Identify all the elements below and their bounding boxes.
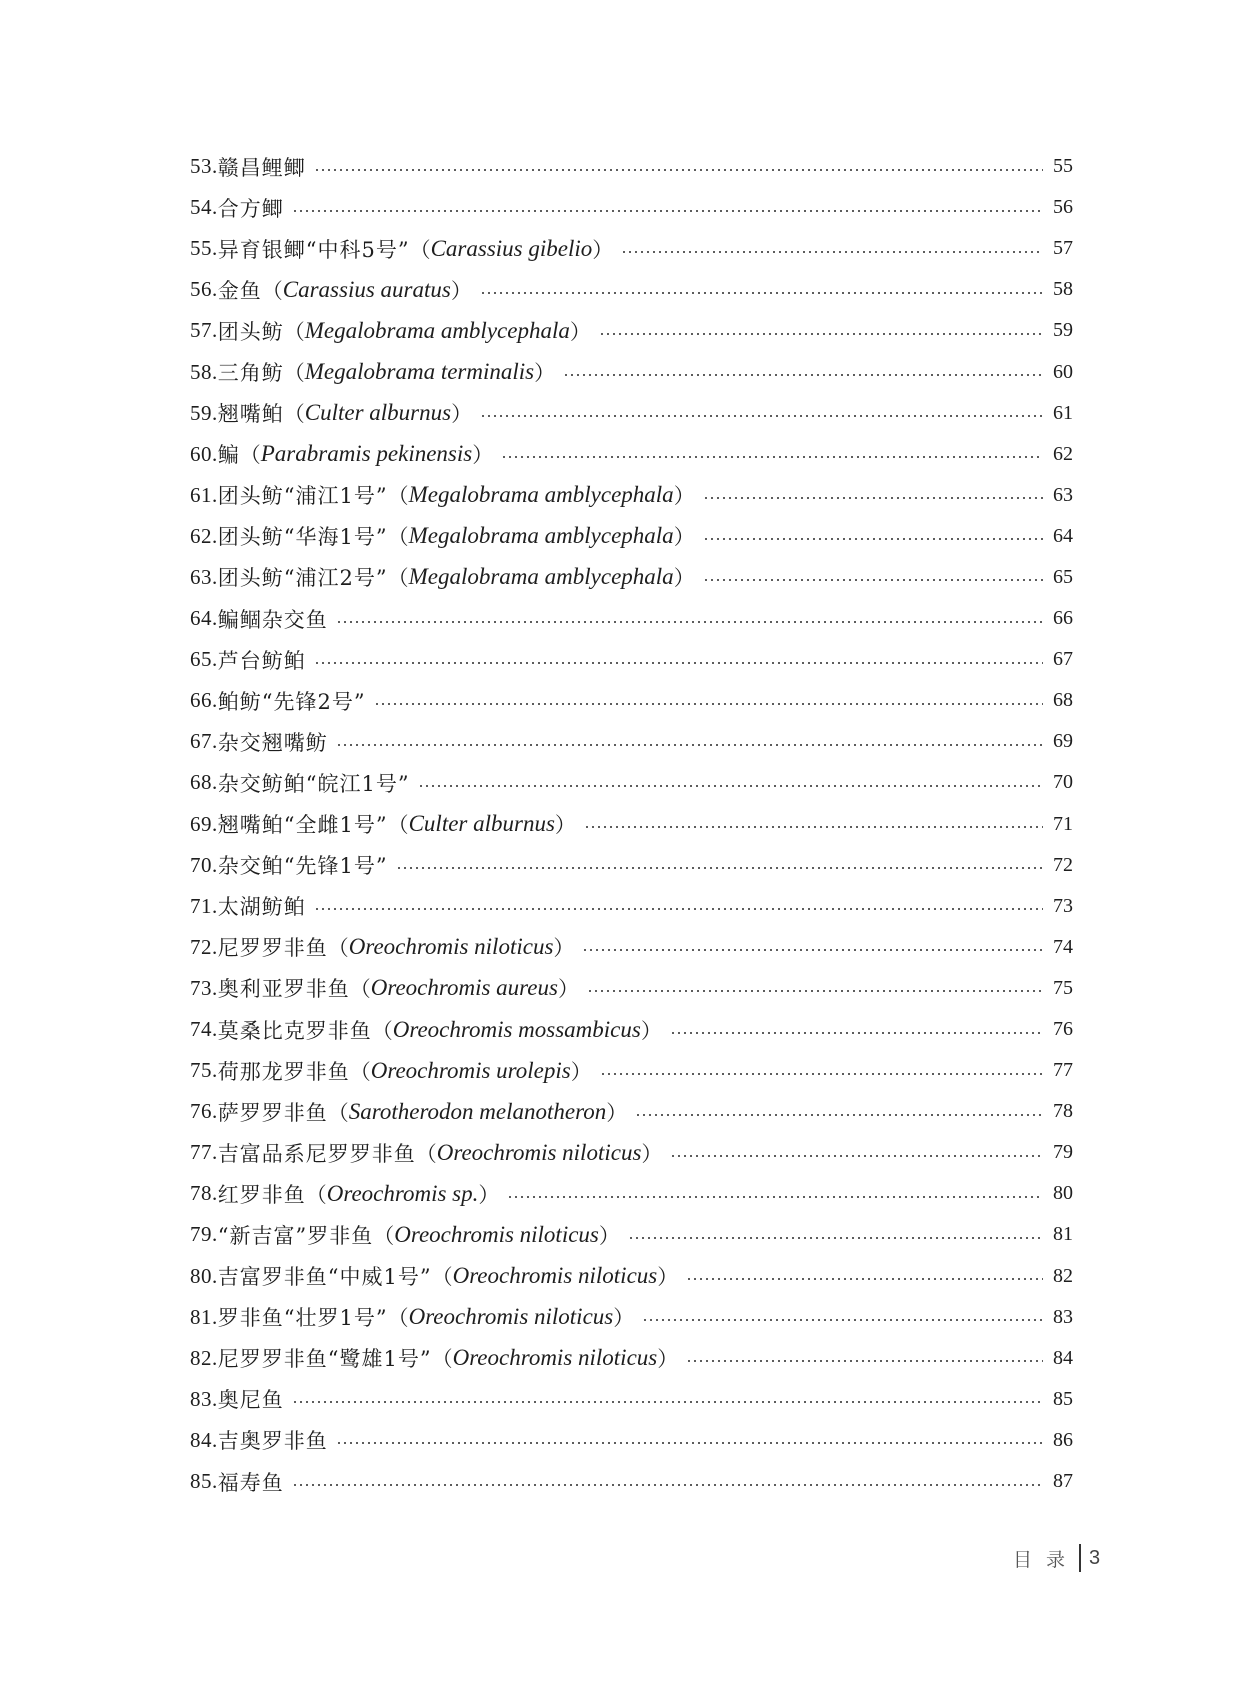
- close-paren: ）: [606, 1100, 628, 1125]
- entry-page-number: 73: [1053, 894, 1073, 917]
- entry-page-number: 84: [1053, 1346, 1073, 1369]
- entry-chinese-name: 尼罗罗非鱼: [217, 936, 328, 961]
- entry-page-number: 68: [1053, 689, 1073, 712]
- entry-page-number: 74: [1053, 935, 1073, 958]
- entry-number: 58.: [190, 359, 218, 384]
- close-paren: ）: [657, 1347, 679, 1372]
- toc-entry[interactable]: [190, 187, 1073, 228]
- dot-leader: [336, 621, 1043, 623]
- open-paren: （: [349, 977, 371, 1002]
- toc-entry[interactable]: [190, 1461, 1073, 1502]
- entry-latin-name: Oreochromis niloticus: [408, 1304, 614, 1330]
- table-of-contents: [190, 146, 1073, 1502]
- entry-latin-name: Carassius gibelio: [430, 235, 593, 261]
- toc-entry[interactable]: [190, 680, 1073, 721]
- entry-chinese-name: 芦台鲂鲌: [217, 648, 306, 673]
- entry-latin-name: Parabramis pekinensis: [260, 441, 473, 467]
- entry-number: 65.: [190, 647, 218, 672]
- entry-number: 73.: [190, 975, 218, 1000]
- dot-leader: [635, 1114, 1043, 1116]
- entry-number: 68.: [190, 770, 218, 795]
- dot-leader: [600, 1073, 1043, 1075]
- toc-entry[interactable]: [190, 598, 1073, 639]
- entry-chinese-name: 鲌鲂“先锋2号”: [217, 689, 366, 714]
- footer-divider: [1079, 1544, 1081, 1572]
- dot-leader: [396, 867, 1043, 869]
- entry-latin-name: Oreochromis urolepis: [370, 1057, 571, 1083]
- toc-entry[interactable]: [190, 804, 1073, 845]
- close-paren: ）: [569, 319, 591, 344]
- open-paren: （: [409, 237, 431, 262]
- close-paren: ）: [534, 361, 556, 386]
- entry-page-number: 55: [1053, 155, 1073, 178]
- entry-page-number: 86: [1053, 1428, 1073, 1451]
- close-paren: ）: [478, 1182, 500, 1207]
- dot-leader: [314, 662, 1043, 664]
- entry-chinese-name: 杂交鲌“先锋1号”: [217, 854, 388, 879]
- toc-entry[interactable]: [190, 351, 1073, 392]
- dot-leader: [292, 210, 1043, 212]
- open-paren: （: [387, 813, 409, 838]
- entry-number: 56.: [190, 277, 218, 302]
- entry-chinese-name: 福寿鱼: [217, 1470, 284, 1495]
- open-paren: （: [387, 566, 409, 591]
- open-paren: （: [327, 936, 349, 961]
- toc-entry[interactable]: [190, 968, 1073, 1009]
- dot-leader: [292, 1484, 1043, 1486]
- footer-section-label: 目录: [1013, 1548, 1080, 1571]
- open-paren: （: [373, 1223, 395, 1248]
- entry-latin-name: Oreochromis aureus: [370, 975, 558, 1001]
- entry-latin-name: Oreochromis sp.: [326, 1180, 479, 1206]
- entry-chinese-name: 金鱼: [217, 278, 262, 303]
- dot-leader: [336, 1442, 1043, 1444]
- entry-page-number: 60: [1053, 360, 1073, 383]
- close-paren: ）: [613, 1306, 635, 1331]
- toc-entry[interactable]: [190, 1132, 1073, 1173]
- dot-leader: [480, 415, 1043, 417]
- entry-latin-name: Oreochromis niloticus: [436, 1139, 642, 1165]
- entry-page-number: 70: [1053, 771, 1073, 794]
- toc-entry[interactable]: [190, 557, 1073, 598]
- entry-chinese-name: 吉富罗非鱼“中威1号”: [217, 1265, 432, 1290]
- entry-number: 85.: [190, 1469, 218, 1494]
- toc-entry[interactable]: [190, 228, 1073, 269]
- entry-number: 57.: [190, 318, 218, 343]
- entry-latin-name: Megalobrama amblycephala: [408, 564, 674, 590]
- entry-number: 62.: [190, 523, 218, 548]
- entry-latin-name: Culter alburnus: [304, 400, 452, 426]
- entry-number: 80.: [190, 1263, 218, 1288]
- entry-chinese-name: 合方鲫: [217, 196, 284, 221]
- entry-number: 69.: [190, 811, 218, 836]
- toc-entry[interactable]: [190, 434, 1073, 475]
- entry-page-number: 76: [1053, 1018, 1073, 1041]
- dot-leader: [336, 744, 1043, 746]
- entry-number: 83.: [190, 1386, 218, 1411]
- entry-chinese-name: 红罗非鱼: [217, 1182, 306, 1207]
- open-paren: （: [387, 484, 409, 509]
- entry-latin-name: Megalobrama amblycephala: [408, 523, 674, 549]
- entry-chinese-name: 翘嘴鲌: [217, 402, 284, 427]
- toc-entry[interactable]: [190, 310, 1073, 351]
- dot-leader: [686, 1360, 1043, 1362]
- toc-entry[interactable]: [190, 516, 1073, 557]
- entry-page-number: 83: [1053, 1305, 1073, 1328]
- close-paren: ）: [641, 1141, 663, 1166]
- entry-number: 81.: [190, 1304, 218, 1329]
- dot-leader: [703, 497, 1043, 499]
- entry-chinese-name: 萨罗罗非鱼: [217, 1100, 328, 1125]
- entry-latin-name: Oreochromis mossambicus: [392, 1016, 641, 1042]
- entry-page-number: 79: [1053, 1141, 1073, 1164]
- entry-number: 78.: [190, 1181, 218, 1206]
- entry-chinese-name: 杂交鲂鲌“皖江1号”: [217, 771, 410, 796]
- entry-chinese-name: 团头鲂“浦江1号”: [217, 484, 388, 509]
- dot-leader: [584, 826, 1043, 828]
- dot-leader: [501, 456, 1043, 458]
- entry-chinese-name: 赣昌鲤鲫: [217, 155, 306, 180]
- dot-leader: [314, 169, 1043, 171]
- entry-chinese-name: 太湖鲂鲌: [217, 895, 306, 920]
- entry-chinese-name: 吉奥罗非鱼: [217, 1429, 328, 1454]
- toc-entry[interactable]: [190, 927, 1073, 968]
- dot-leader: [563, 374, 1043, 376]
- entry-page-number: 75: [1053, 976, 1073, 999]
- entry-chinese-name: 奥利亚罗非鱼: [217, 977, 350, 1002]
- toc-entry[interactable]: [190, 1214, 1073, 1255]
- entry-number: 66.: [190, 688, 218, 713]
- toc-entry[interactable]: [190, 393, 1073, 434]
- close-paren: ）: [553, 936, 575, 961]
- entry-page-number: 61: [1053, 401, 1073, 424]
- dot-leader: [582, 949, 1043, 951]
- toc-entry[interactable]: [190, 845, 1073, 886]
- entry-page-number: 67: [1053, 648, 1073, 671]
- entry-page-number: 80: [1053, 1182, 1073, 1205]
- entry-number: 79.: [190, 1222, 218, 1247]
- dot-leader: [628, 1237, 1043, 1239]
- entry-chinese-name: “新吉富”罗非鱼: [217, 1223, 374, 1248]
- open-paren: （: [387, 525, 409, 550]
- toc-entry[interactable]: [190, 1173, 1073, 1214]
- close-paren: ）: [598, 1223, 620, 1248]
- toc-entry[interactable]: [190, 762, 1073, 803]
- entry-number: 84.: [190, 1427, 218, 1452]
- open-paren: （: [283, 319, 305, 344]
- open-paren: （: [415, 1141, 437, 1166]
- entry-page-number: 62: [1053, 442, 1073, 465]
- dot-leader: [314, 908, 1043, 910]
- entry-chinese-name: 荷那龙罗非鱼: [217, 1059, 350, 1084]
- close-paren: ）: [592, 237, 614, 262]
- entry-number: 60.: [190, 441, 218, 466]
- entry-latin-name: Oreochromis niloticus: [394, 1221, 599, 1247]
- entry-number: 82.: [190, 1345, 218, 1370]
- dot-leader: [374, 703, 1043, 705]
- dot-leader: [599, 333, 1043, 335]
- dot-leader: [642, 1319, 1043, 1321]
- entry-page-number: 56: [1053, 196, 1073, 219]
- entry-chinese-name: 鳊: [217, 443, 240, 468]
- toc-entry[interactable]: [190, 146, 1073, 187]
- entry-chinese-name: 莫桑比克罗非鱼: [217, 1018, 372, 1043]
- dot-leader: [686, 1278, 1043, 1280]
- dot-leader: [507, 1196, 1043, 1198]
- entry-chinese-name: 奥尼鱼: [217, 1388, 284, 1413]
- toc-entry[interactable]: [190, 1338, 1073, 1379]
- entry-latin-name: Oreochromis niloticus: [452, 1345, 658, 1371]
- entry-chinese-name: 团头鲂“华海1号”: [217, 525, 388, 550]
- close-paren: ）: [451, 402, 473, 427]
- open-paren: （: [431, 1265, 453, 1290]
- entry-page-number: 57: [1053, 237, 1073, 260]
- dot-leader: [292, 1401, 1043, 1403]
- dot-leader: [703, 579, 1043, 581]
- close-paren: ）: [657, 1265, 679, 1290]
- entry-number: 75.: [190, 1058, 218, 1083]
- entry-number: 53.: [190, 154, 218, 179]
- entry-chinese-name: 团头鲂“浦江2号”: [217, 566, 388, 591]
- entry-page-number: 69: [1053, 730, 1073, 753]
- toc-entry[interactable]: [190, 1256, 1073, 1297]
- dot-leader: [587, 990, 1043, 992]
- entry-latin-name: Sarotherodon melanotheron: [348, 1098, 607, 1124]
- entry-number: 54.: [190, 195, 218, 220]
- entry-latin-name: Oreochromis niloticus: [452, 1263, 658, 1289]
- toc-entry[interactable]: [190, 1420, 1073, 1461]
- close-paren: ）: [640, 1018, 662, 1043]
- entry-chinese-name: 吉富品系尼罗罗非鱼: [217, 1141, 416, 1166]
- toc-entry[interactable]: [190, 886, 1073, 927]
- entry-page-number: 81: [1053, 1223, 1073, 1246]
- entry-chinese-name: 鳊鲴杂交鱼: [217, 607, 328, 632]
- entry-page-number: 65: [1053, 565, 1073, 588]
- toc-entry[interactable]: [190, 269, 1073, 310]
- dot-leader: [670, 1032, 1043, 1034]
- open-paren: （: [283, 402, 305, 427]
- entry-number: 77.: [190, 1140, 218, 1165]
- entry-number: 74.: [190, 1017, 218, 1042]
- open-paren: （: [239, 443, 261, 468]
- open-paren: （: [349, 1059, 371, 1084]
- footer-page-number: 3: [1089, 1546, 1101, 1569]
- close-paren: ）: [557, 977, 579, 1002]
- toc-entry[interactable]: [190, 639, 1073, 680]
- entry-page-number: 63: [1053, 483, 1073, 506]
- dot-leader: [670, 1155, 1043, 1157]
- close-paren: ）: [472, 443, 494, 468]
- toc-entry[interactable]: [190, 1009, 1073, 1050]
- entry-number: 61.: [190, 482, 218, 507]
- open-paren: （: [283, 361, 305, 386]
- page-footer: [1013, 1544, 1100, 1572]
- entry-page-number: 78: [1053, 1100, 1073, 1123]
- close-paren: ）: [673, 484, 695, 509]
- open-paren: （: [431, 1347, 453, 1372]
- entry-number: 64.: [190, 606, 218, 631]
- toc-entry[interactable]: [190, 1091, 1073, 1132]
- toc-entry[interactable]: [190, 475, 1073, 516]
- dot-leader: [480, 292, 1043, 294]
- toc-entry[interactable]: [190, 721, 1073, 762]
- entry-number: 59.: [190, 400, 218, 425]
- entry-page-number: 59: [1053, 319, 1073, 342]
- close-paren: ）: [554, 813, 576, 838]
- entry-number: 63.: [190, 564, 218, 589]
- entry-page-number: 58: [1053, 278, 1073, 301]
- dot-leader: [703, 538, 1043, 540]
- open-paren: （: [371, 1018, 393, 1043]
- entry-chinese-name: 三角鲂: [217, 361, 284, 386]
- entry-page-number: 71: [1053, 812, 1073, 835]
- open-paren: （: [327, 1100, 349, 1125]
- close-paren: ）: [673, 566, 695, 591]
- toc-entry[interactable]: [190, 1379, 1073, 1420]
- entry-page-number: 85: [1053, 1387, 1073, 1410]
- entry-page-number: 72: [1053, 853, 1073, 876]
- entry-page-number: 64: [1053, 524, 1073, 547]
- entry-chinese-name: 团头鲂: [217, 319, 284, 344]
- close-paren: ）: [673, 525, 695, 550]
- entry-number: 72.: [190, 934, 218, 959]
- entry-number: 71.: [190, 893, 218, 918]
- entry-number: 67.: [190, 729, 218, 754]
- entry-latin-name: Megalobrama amblycephala: [408, 482, 674, 508]
- entry-latin-name: Megalobrama terminalis: [304, 359, 535, 385]
- entry-chinese-name: 罗非鱼“壮罗1号”: [217, 1306, 388, 1331]
- entry-latin-name: Oreochromis niloticus: [348, 934, 554, 960]
- entry-latin-name: Carassius auratus: [282, 276, 451, 302]
- open-paren: （: [261, 278, 283, 303]
- entry-number: 70.: [190, 852, 218, 877]
- open-paren: （: [387, 1306, 409, 1331]
- close-paren: ）: [570, 1059, 592, 1084]
- dot-leader: [621, 251, 1043, 253]
- entry-chinese-name: 杂交翘嘴鲂: [217, 730, 328, 755]
- entry-number: 55.: [190, 236, 218, 261]
- entry-latin-name: Culter alburnus: [408, 811, 555, 837]
- entry-latin-name: Megalobrama amblycephala: [304, 317, 570, 343]
- entry-number: 76.: [190, 1099, 218, 1124]
- entry-page-number: 87: [1053, 1470, 1073, 1493]
- entry-page-number: 82: [1053, 1264, 1073, 1287]
- toc-entry[interactable]: [190, 1297, 1073, 1338]
- dot-leader: [418, 785, 1043, 787]
- close-paren: ）: [450, 278, 472, 303]
- entry-chinese-name: 异育银鲫“中科5号”: [217, 237, 410, 262]
- entry-chinese-name: 翘嘴鲌“全雌1号”: [217, 813, 388, 838]
- open-paren: （: [305, 1182, 327, 1207]
- toc-entry[interactable]: [190, 1050, 1073, 1091]
- entry-page-number: 66: [1053, 607, 1073, 630]
- entry-chinese-name: 尼罗罗非鱼“鹭雄1号”: [217, 1347, 432, 1372]
- entry-page-number: 77: [1053, 1059, 1073, 1082]
